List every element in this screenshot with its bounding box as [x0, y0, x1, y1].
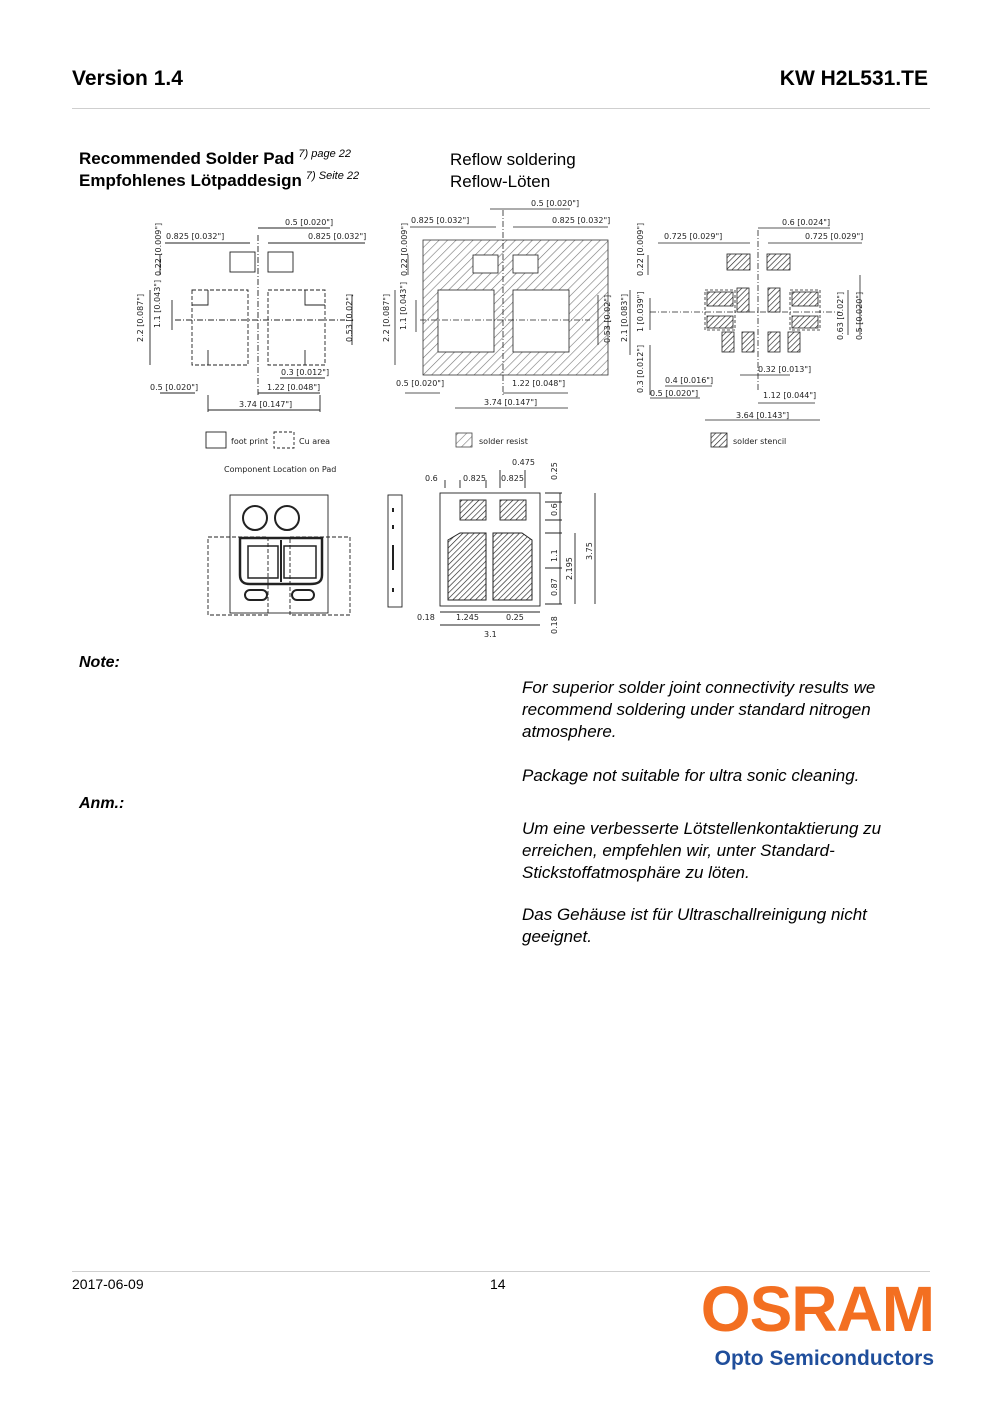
sr-dim-v11: 1.1 [0.043"]	[399, 281, 408, 330]
pkg-dim-2195: 2.195	[565, 557, 574, 580]
legend-cu-swatch	[274, 432, 294, 448]
fp-dim-v11: 1.1 [0.043"]	[153, 279, 162, 328]
legend-stencil-label: solder stencil	[733, 437, 787, 446]
fp-dim-top-pitch: 0.5 [0.020"]	[285, 218, 334, 227]
section-title-en	[79, 149, 351, 169]
st-dim-top06: 0.6 [0.024"]	[782, 218, 831, 227]
page-number: 14	[490, 1276, 506, 1292]
pkg-dim-0825a: 0.825	[463, 474, 486, 483]
header-divider	[72, 108, 930, 109]
fp-dim-b03: 0.3 [0.012"]	[281, 368, 330, 377]
pkg-dim-11: 1.1	[550, 549, 559, 562]
st-dim-b112: 1.12 [0.044"]	[763, 391, 817, 400]
pkg-dim-06: 0.6	[425, 474, 438, 483]
fp-dim-v053: 0.53 [0.02"]	[345, 293, 354, 342]
pkg-dim-06v: 0.6	[550, 503, 559, 516]
fp-dim-b05: 0.5 [0.020"]	[150, 383, 199, 392]
sr-dim-top-right: 0.825 [0.032"]	[552, 216, 611, 225]
st-dim-v063: 0.63 [0.02"]	[836, 291, 845, 340]
pkg-dim-018: 0.18	[417, 613, 435, 622]
st-dim-top-right: 0.725 [0.029"]	[805, 232, 864, 241]
fp-dim-b122: 1.22 [0.048"]	[267, 383, 321, 392]
pkg-dim-025: 0.25	[550, 462, 559, 480]
st-dim-v03: 0.3 [0.012"]	[636, 344, 645, 393]
fp-dim-b374: 3.74 [0.147"]	[239, 400, 293, 409]
product-name: KW H2L531.TE	[779, 67, 928, 90]
pkg-dim-025b: 0.25	[506, 613, 524, 622]
st-dim-b364: 3.64 [0.143"]	[736, 411, 790, 420]
component-location-label: Component Location on Pad	[224, 465, 337, 474]
sr-dim-b05: 0.5 [0.020"]	[396, 379, 445, 388]
st-dim-v1: 1 [0.039"]	[636, 291, 645, 332]
solder-pad-drawing	[125, 195, 875, 645]
opto-semiconductors-logo: Opto Semiconductors	[714, 1347, 934, 1370]
legend-cu-label: Cu area	[299, 437, 331, 446]
fp-dim-top-right: 0.825 [0.032"]	[308, 232, 367, 241]
pkg-dim-1245: 1.245	[456, 613, 479, 622]
sr-dim-b122: 1.22 [0.048"]	[512, 379, 566, 388]
pkg-dim-375: 3.75	[585, 542, 594, 560]
title-en-text: Recommended Solder Pad	[79, 149, 295, 168]
pkg-dim-31: 3.1	[484, 630, 497, 639]
sr-dim-v053: 0.53 [0.02"]	[603, 294, 612, 343]
note-text-de-2: Das Gehäuse ist für Ultraschallreinigung nicht geeignet.	[522, 905, 867, 946]
st-dim-b04: 0.4 [0.016"]	[665, 376, 714, 385]
st-dim-top-left: 0.725 [0.029"]	[664, 232, 723, 241]
note-label-en: Note:	[79, 654, 120, 671]
title-en-ref: 7) page 22	[298, 148, 351, 160]
fp-dim-v022: 0.22 [0.009"]	[154, 222, 163, 276]
st-dim-v05: 0.5 [0.020"]	[855, 291, 864, 340]
method-de: Reflow-Löten	[450, 172, 551, 191]
legend-footprint-label: foot print	[231, 437, 269, 446]
st-dim-b05: 0.5 [0.020"]	[650, 389, 699, 398]
pkg-dim-0475: 0.475	[512, 458, 535, 467]
st-dim-b032: 0.32 [0.013"]	[758, 365, 812, 374]
footer-date: 2017-06-09	[72, 1276, 144, 1292]
note-text-de-1: Um eine verbesserte Lötstellenkontaktierung zu erreichen, empfehlen wir, unter Standard-Stickstoffatmosphäre zu löten.	[522, 819, 882, 882]
method-en: Reflow soldering	[450, 150, 576, 169]
title-de-ref: 7) Seite 22	[305, 170, 360, 182]
legend-stencil-swatch	[711, 433, 727, 447]
sr-dim-v022: 0.22 [0.009"]	[400, 222, 409, 276]
component-location-view	[208, 495, 350, 615]
note-label-de: Anm.:	[79, 795, 125, 812]
sr-dim-top-pitch: 0.5 [0.020"]	[531, 199, 580, 208]
legend-footprint-swatch	[206, 432, 226, 448]
legend-resist-label: solder resist	[479, 437, 528, 446]
sr-dim-b374: 3.74 [0.147"]	[484, 398, 538, 407]
st-dim-v21: 2.1 [0.083"]	[620, 293, 629, 342]
st-dim-v022: 0.22 [0.009"]	[636, 222, 645, 276]
document-version: Version 1.4	[72, 67, 183, 90]
note-text-en-1: For superior solder joint connectivity results we recommend soldering under standard nitrogen atmosphere.	[522, 678, 876, 741]
note-text-en-2: Package not suitable for ultra sonic cleaning.	[522, 766, 860, 785]
title-de-text: Empfohlenes Lötpaddesign	[79, 171, 302, 190]
fp-dim-v22: 2.2 [0.087"]	[136, 293, 145, 342]
section-title-de	[79, 171, 359, 191]
package-bottom-view	[440, 470, 595, 625]
pkg-dim-0825b: 0.825	[501, 474, 524, 483]
legend-resist-swatch	[456, 433, 472, 447]
pkg-dim-018v: 0.18	[550, 616, 559, 634]
pkg-dim-087: 0.87	[550, 578, 559, 596]
osram-logo: OSRAM	[700, 1273, 934, 1345]
sr-dim-v22: 2.2 [0.087"]	[382, 293, 391, 342]
fp-dim-top-left: 0.825 [0.032"]	[166, 232, 225, 241]
sr-dim-top-left: 0.825 [0.032"]	[411, 216, 470, 225]
package-side-view	[388, 495, 402, 607]
